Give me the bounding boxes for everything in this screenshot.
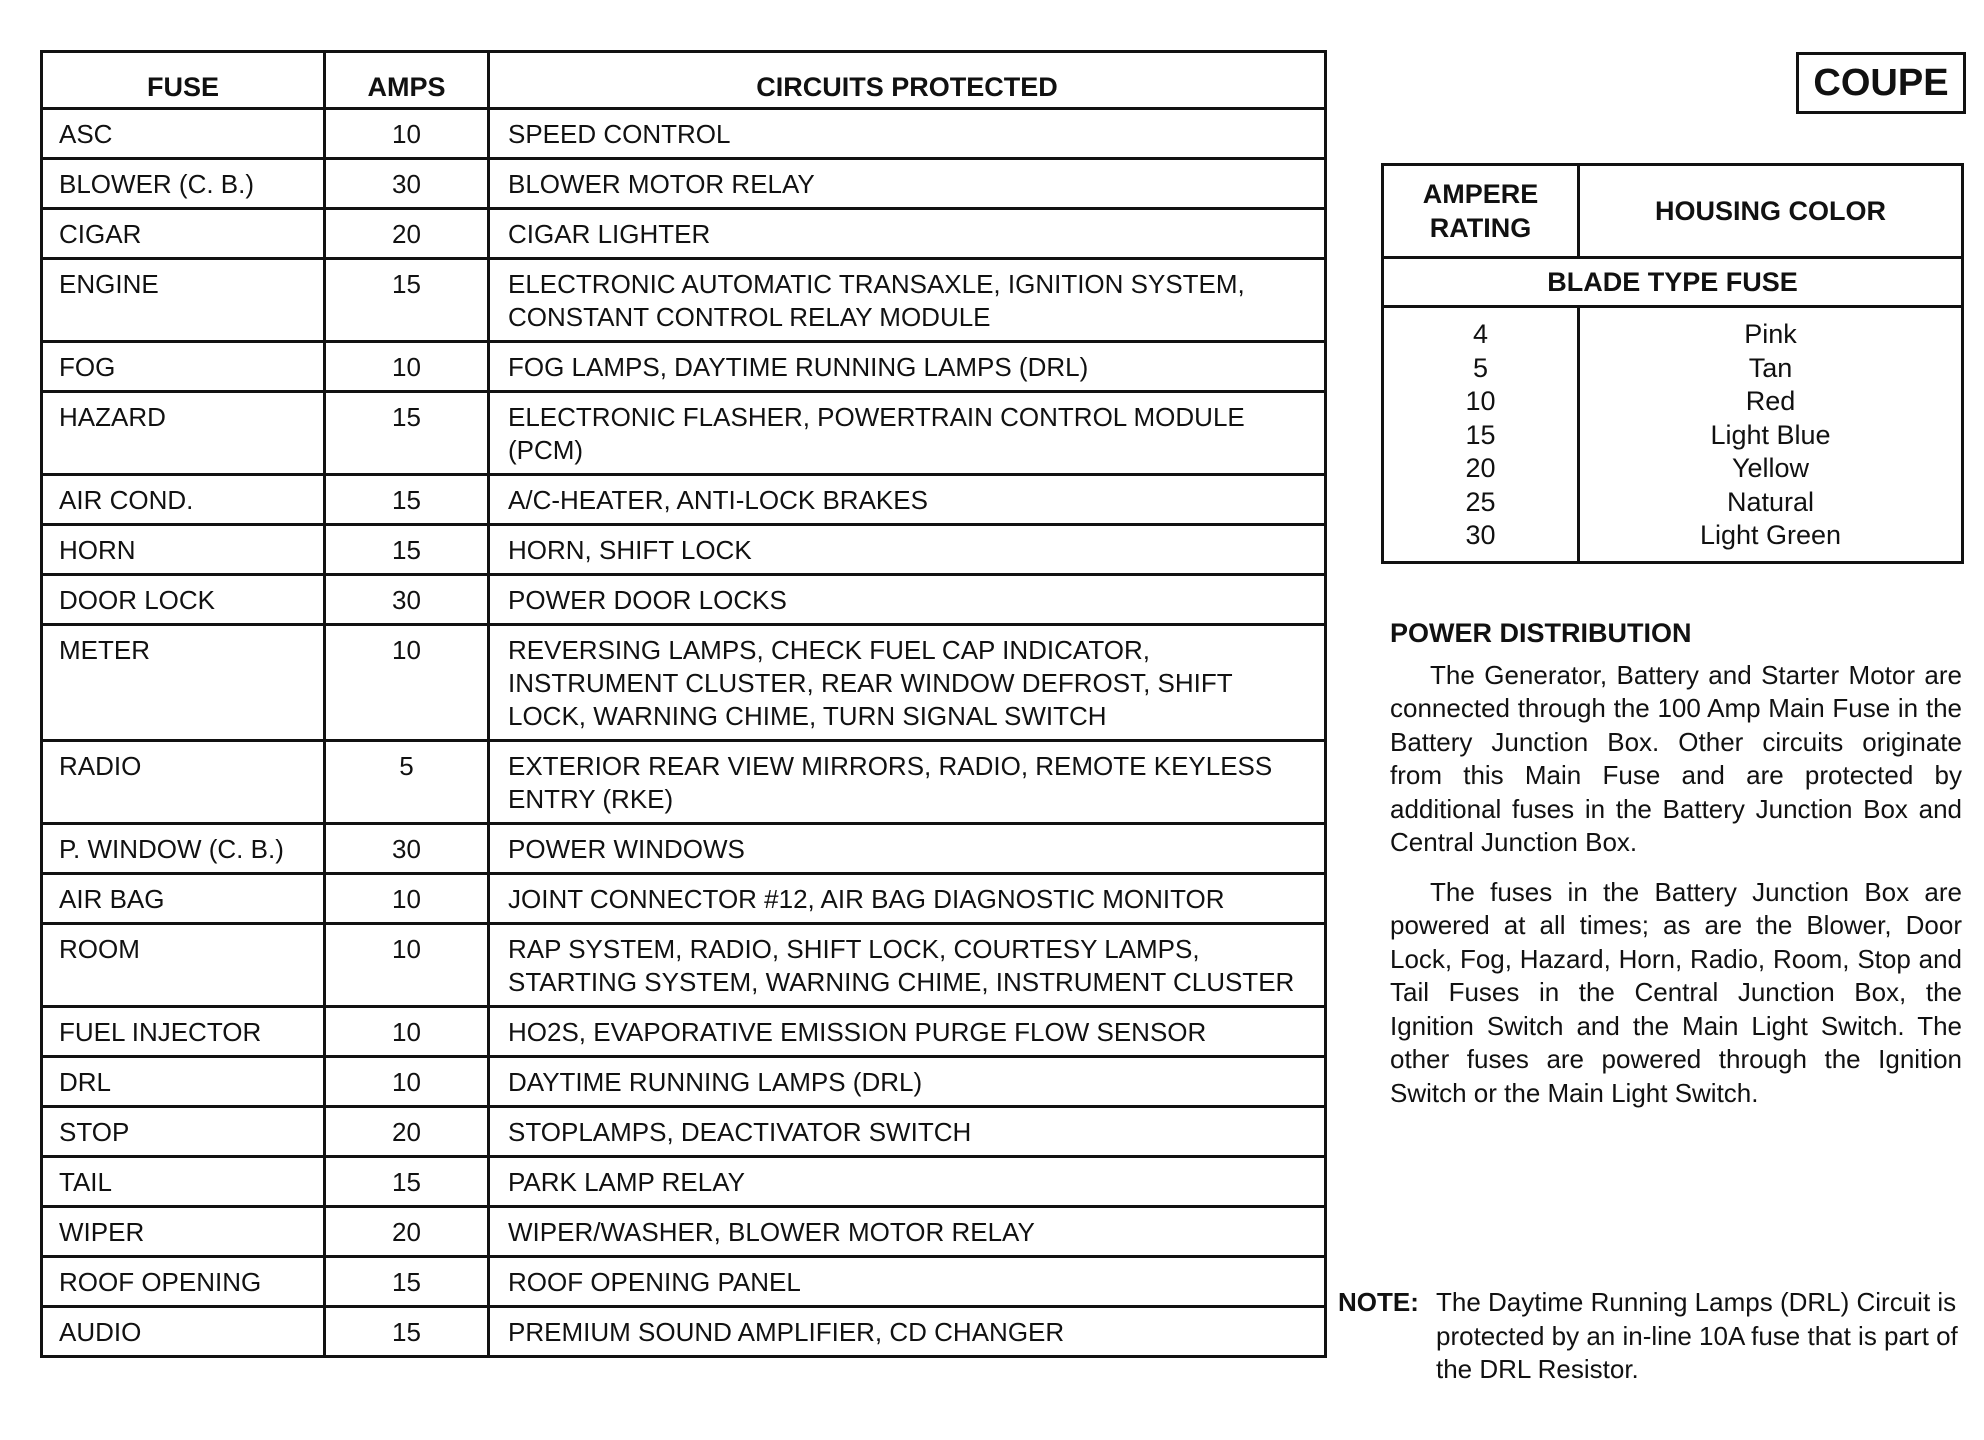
fuse-column-header: FUSE xyxy=(42,52,325,109)
table-row xyxy=(42,342,1326,392)
fuse-name: ROOM xyxy=(42,924,325,1007)
fuse-circuits: WIPER/WASHER, BLOWER MOTOR RELAY xyxy=(489,1207,1326,1257)
fuse-circuits: BLOWER MOTOR RELAY xyxy=(489,159,1326,209)
fuse-circuits: HO2S, EVAPORATIVE EMISSION PURGE FLOW SENSOR xyxy=(489,1007,1326,1057)
fuse-amps: 30 xyxy=(325,575,489,625)
fuse-name: WIPER xyxy=(42,1207,325,1257)
table-row xyxy=(1383,419,1963,453)
fuse-amps: 10 xyxy=(325,342,489,392)
fuse-amps: 10 xyxy=(325,109,489,159)
fuse-name: ROOF OPENING xyxy=(42,1257,325,1307)
table-row xyxy=(42,824,1326,874)
fuse-amps: 10 xyxy=(325,1007,489,1057)
fuse-table xyxy=(40,50,1327,1358)
fuse-amps: 20 xyxy=(325,1207,489,1257)
table-row xyxy=(1383,452,1963,486)
fuse-circuits: HORN, SHIFT LOCK xyxy=(489,525,1326,575)
fuse-amps: 30 xyxy=(325,159,489,209)
fuse-amps: 10 xyxy=(325,924,489,1007)
table-row xyxy=(42,259,1326,342)
ampere-table-header xyxy=(1383,165,1963,258)
table-row xyxy=(42,575,1326,625)
fuse-amps: 10 xyxy=(325,625,489,741)
fuse-circuits: STOPLAMPS, DEACTIVATOR SWITCH xyxy=(489,1107,1326,1157)
fuse-amps: 30 xyxy=(325,824,489,874)
housing-color: Yellow xyxy=(1579,452,1963,486)
fuse-circuits: SPEED CONTROL xyxy=(489,109,1326,159)
ampere-rating-header-line1: AMPERE xyxy=(1422,179,1539,209)
fuse-amps: 5 xyxy=(325,741,489,824)
power-distribution-title: POWER DISTRIBUTION xyxy=(1390,618,1692,648)
fuse-name: AIR BAG xyxy=(42,874,325,924)
fuse-amps: 15 xyxy=(325,259,489,342)
housing-color: Tan xyxy=(1579,352,1963,386)
fuse-circuits: FOG LAMPS, DAYTIME RUNNING LAMPS (DRL) xyxy=(489,342,1326,392)
fuse-table-header xyxy=(42,52,1326,109)
fuse-circuits: ROOF OPENING PANEL xyxy=(489,1257,1326,1307)
note-section xyxy=(1338,1286,1962,1387)
table-row xyxy=(42,874,1326,924)
housing-color: Light Blue xyxy=(1579,419,1963,453)
ampere-rating-header xyxy=(1383,165,1579,258)
fuse-amps: 20 xyxy=(325,1107,489,1157)
fuse-amps: 15 xyxy=(325,392,489,475)
fuse-amps: 15 xyxy=(325,1157,489,1207)
fuse-circuits: EXTERIOR REAR VIEW MIRRORS, RADIO, REMOTE KEYLESS ENTRY (RKE) xyxy=(489,741,1326,824)
fuse-amps: 10 xyxy=(325,874,489,924)
fuse-name: P. WINDOW (C. B.) xyxy=(42,824,325,874)
ampere-rating-table xyxy=(1381,163,1964,564)
fuse-name: METER xyxy=(42,625,325,741)
fuse-circuits: REVERSING LAMPS, CHECK FUEL CAP INDICATOR, INSTRUMENT CLUSTER, REAR WINDOW DEFROST, SHIFT LOCK, WARNING CHIME, TURN SIGNAL SWITCH xyxy=(489,625,1326,741)
circuits-column-header: CIRCUITS PROTECTED xyxy=(489,52,1326,109)
fuse-amps: 15 xyxy=(325,525,489,575)
fuse-name: STOP xyxy=(42,1107,325,1157)
fuse-circuits: ELECTRONIC AUTOMATIC TRANSAXLE, IGNITION SYSTEM, CONSTANT CONTROL RELAY MODULE xyxy=(489,259,1326,342)
blade-type-fuse-subheader: BLADE TYPE FUSE xyxy=(1383,258,1963,307)
fuse-circuits: ELECTRONIC FLASHER, POWERTRAIN CONTROL MODULE (PCM) xyxy=(489,392,1326,475)
fuse-name: FOG xyxy=(42,342,325,392)
table-row xyxy=(42,109,1326,159)
ampere-rating-header-line2: RATING xyxy=(1429,213,1532,243)
table-row xyxy=(42,625,1326,741)
fuse-circuits: A/C-HEATER, ANTI-LOCK BRAKES xyxy=(489,475,1326,525)
table-row xyxy=(42,1307,1326,1357)
ampere-rating: 30 xyxy=(1383,519,1579,562)
table-row xyxy=(42,392,1326,475)
fuse-name: DOOR LOCK xyxy=(42,575,325,625)
fuse-name: RADIO xyxy=(42,741,325,824)
table-row xyxy=(42,159,1326,209)
table-row xyxy=(42,1007,1326,1057)
ampere-rating: 10 xyxy=(1383,385,1579,419)
fuse-circuits: POWER WINDOWS xyxy=(489,824,1326,874)
fuse-circuits: POWER DOOR LOCKS xyxy=(489,575,1326,625)
fuse-name: CIGAR xyxy=(42,209,325,259)
fuse-circuits: PREMIUM SOUND AMPLIFIER, CD CHANGER xyxy=(489,1307,1326,1357)
housing-color: Pink xyxy=(1579,307,1963,352)
fuse-name: HORN xyxy=(42,525,325,575)
fuse-amps: 15 xyxy=(325,1307,489,1357)
fuse-amps: 20 xyxy=(325,209,489,259)
fuse-name: AIR COND. xyxy=(42,475,325,525)
table-row xyxy=(42,1257,1326,1307)
fuse-circuits: DAYTIME RUNNING LAMPS (DRL) xyxy=(489,1057,1326,1107)
table-row xyxy=(1383,385,1963,419)
note-label: NOTE: xyxy=(1338,1287,1419,1317)
fuse-name: FUEL INJECTOR xyxy=(42,1007,325,1057)
coupe-label: COUPE xyxy=(1796,52,1966,114)
ampere-rating: 4 xyxy=(1383,307,1579,352)
fuse-name: TAIL xyxy=(42,1157,325,1207)
fuse-amps: 15 xyxy=(325,475,489,525)
power-distribution-section xyxy=(1390,617,1962,1126)
housing-color: Light Green xyxy=(1579,519,1963,562)
table-row xyxy=(1383,486,1963,520)
fuse-circuits: PARK LAMP RELAY xyxy=(489,1157,1326,1207)
power-distribution-paragraph: The fuses in the Battery Junction Box are powered at all times; as are the Blower, Door Lock, Fog, Hazard, Horn, Radio, Room, Stop and Tail Fuses in the Central Junction Box, the Ignition Switch and the Main Light Switch. The other fuses are powered through the Ignition Switch or the Main Light Switch. xyxy=(1390,876,1962,1108)
power-distribution-paragraph: The Generator, Battery and Starter Motor are connected through the 100 Amp Main Fuse in the Battery Junction Box. Other circuits originate from this Main Fuse and are protected by additional fuses in the Battery Junction Box and Central Junction Box. xyxy=(1390,659,1962,857)
fuse-name: ASC xyxy=(42,109,325,159)
fuse-circuits: JOINT CONNECTOR #12, AIR BAG DIAGNOSTIC MONITOR xyxy=(489,874,1326,924)
fuse-amps: 15 xyxy=(325,1257,489,1307)
fuse-name: ENGINE xyxy=(42,259,325,342)
table-row xyxy=(42,475,1326,525)
housing-color: Red xyxy=(1579,385,1963,419)
ampere-rating: 5 xyxy=(1383,352,1579,386)
table-row xyxy=(42,1157,1326,1207)
table-row xyxy=(1383,352,1963,386)
fuse-name: DRL xyxy=(42,1057,325,1107)
fuse-name: BLOWER (C. B.) xyxy=(42,159,325,209)
table-row xyxy=(42,1057,1326,1107)
fuse-circuits: CIGAR LIGHTER xyxy=(489,209,1326,259)
housing-color: Natural xyxy=(1579,486,1963,520)
ampere-rating: 20 xyxy=(1383,452,1579,486)
amps-column-header: AMPS xyxy=(325,52,489,109)
fuse-circuits: RAP SYSTEM, RADIO, SHIFT LOCK, COURTESY LAMPS, STARTING SYSTEM, WARNING CHIME, INSTRUMENT CLUSTER xyxy=(489,924,1326,1007)
table-row xyxy=(42,1207,1326,1257)
fuse-name: HAZARD xyxy=(42,392,325,475)
fuse-name: AUDIO xyxy=(42,1307,325,1357)
table-row xyxy=(42,525,1326,575)
table-row xyxy=(42,741,1326,824)
table-row xyxy=(1383,519,1963,562)
table-row xyxy=(42,209,1326,259)
table-row xyxy=(42,924,1326,1007)
housing-color-header: HOUSING COLOR xyxy=(1579,165,1963,258)
ampere-rating: 25 xyxy=(1383,486,1579,520)
note-text: The Daytime Running Lamps (DRL) Circuit is protected by an in-line 10A fuse that is part of the DRL Resistor. xyxy=(1436,1287,1958,1384)
ampere-rating: 15 xyxy=(1383,419,1579,453)
fuse-amps: 10 xyxy=(325,1057,489,1107)
blade-type-row xyxy=(1383,258,1963,307)
table-row xyxy=(1383,307,1963,352)
table-row xyxy=(42,1107,1326,1157)
